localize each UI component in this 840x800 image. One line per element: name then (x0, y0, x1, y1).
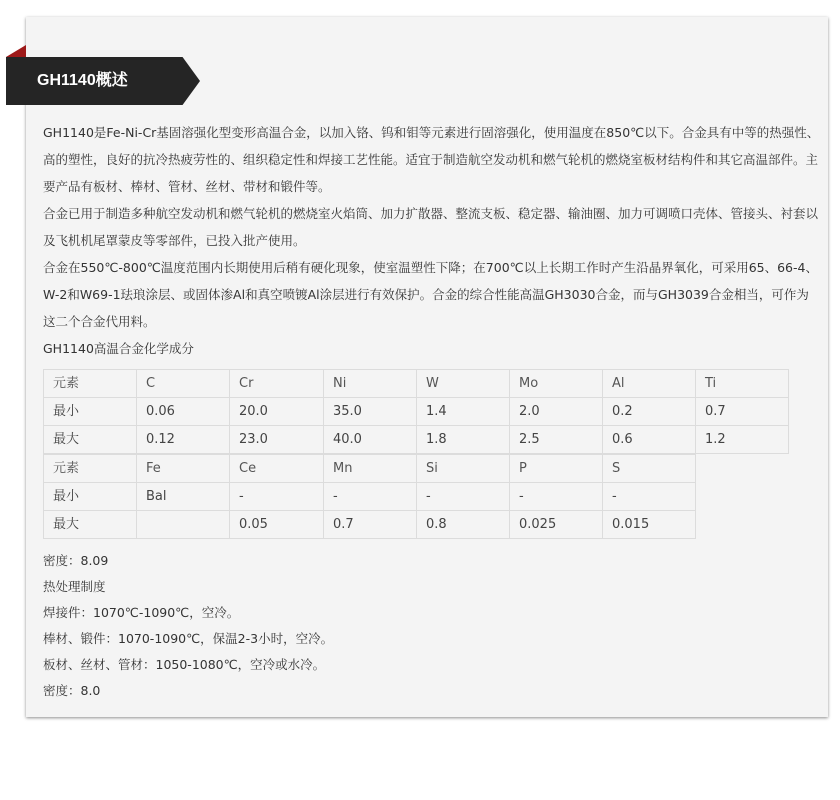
content-body (43, 119, 821, 704)
table-cell: Bal (137, 483, 230, 511)
table-cell: 元素 (44, 370, 137, 398)
composition-heading: GH1140高温合金化学成分 (43, 341, 194, 356)
table-cell: Ti (696, 370, 789, 398)
table-cell: 0.025 (510, 511, 603, 539)
table-cell: 最大 (44, 511, 137, 539)
heat-treatment-bars: 棒材、锻件：1070-1090℃，保温2-3小时，空冷。 (43, 631, 334, 646)
table-cell: 0.7 (324, 511, 417, 539)
table-cell: - (230, 483, 324, 511)
table-cell: P (510, 455, 603, 483)
table-cell: C (137, 370, 230, 398)
table-cell: 1.8 (417, 426, 510, 454)
table-cell: 最小 (44, 483, 137, 511)
table-cell: 35.0 (324, 398, 417, 426)
table-cell: 2.5 (510, 426, 603, 454)
table-row (44, 370, 789, 398)
table-cell: Al (603, 370, 696, 398)
heat-treatment-welds: 焊接件：1070℃-1090℃，空冷。 (43, 605, 240, 620)
heat-treatment-heading: 热处理制度 (43, 579, 106, 594)
table-cell: Mn (324, 455, 417, 483)
table-cell: 0.6 (603, 426, 696, 454)
properties-section (43, 548, 821, 704)
table-cell: 0.2 (603, 398, 696, 426)
heat-treatment-sheets: 板材、丝材、管材：1050-1080℃，空冷或水冷。 (43, 657, 326, 672)
table-row (44, 455, 696, 483)
ribbon-fold (6, 45, 26, 57)
table-cell: 0.8 (417, 511, 510, 539)
table-cell: 最小 (44, 398, 137, 426)
table-cell: W (417, 370, 510, 398)
table-cell: 0.05 (230, 511, 324, 539)
table-cell: Mo (510, 370, 603, 398)
table-cell: - (510, 483, 603, 511)
table-cell: 0.06 (137, 398, 230, 426)
table-cell: 23.0 (230, 426, 324, 454)
density-line-2: 密度：8.0 (43, 683, 101, 698)
table-row (44, 398, 789, 426)
table-cell: 0.015 (603, 511, 696, 539)
table-cell: 20.0 (230, 398, 324, 426)
table-cell: Ni (324, 370, 417, 398)
table-cell: 元素 (44, 455, 137, 483)
table-cell: - (603, 483, 696, 511)
table-cell: 0.7 (696, 398, 789, 426)
table-cell: S (603, 455, 696, 483)
table-cell (137, 511, 230, 539)
table-cell: Cr (230, 370, 324, 398)
table-cell: 40.0 (324, 426, 417, 454)
table-row (44, 511, 696, 539)
table-cell: 2.0 (510, 398, 603, 426)
table-cell: Fe (137, 455, 230, 483)
table-row (44, 483, 696, 511)
density-line: 密度：8.09 (43, 553, 109, 568)
table-cell: 1.4 (417, 398, 510, 426)
section-title: GH1140概述 (37, 72, 128, 89)
table-row (44, 426, 789, 454)
intro-paragraph: GH1140是Fe-Ni-Cr基固溶强化型变形高温合金，以加入铬、钨和钼等元素进行固溶强化，使用温度在850℃以下。合金具有中等的热强性、高的塑性，良好的抗冷热疲劳性的、组织稳定性和焊接工艺性能。适宜于制造航空发动机和燃气轮机的燃烧室板材结构件和其它高温部件。主要产品有板材、棒材、管材、丝材、带材和锻件等。 (43, 125, 820, 194)
table-cell: - (324, 483, 417, 511)
composition-table-2 (43, 454, 696, 539)
table-cell: Si (417, 455, 510, 483)
performance-paragraph: 合金在550℃-800℃温度范围内长期使用后稍有硬化现象，使室温塑性下降；在700℃以上长期工作时产生沿晶界氧化，可采用65、66-4、W-2和W69-1珐琅涂层、或固体渗Al和真空喷镀Al涂层进行有效保护。合金的综合性能高温GH3030合金，而与GH3039合金相当，可作为这二个合金代用料。 (43, 260, 818, 329)
usage-paragraph: 合金已用于制造多种航空发动机和燃气轮机的燃烧室火焰筒、加力扩散器、整流支板、稳定器、输油圈、加力可调喷口壳体、管接头、衬套以及飞机机尾罩蒙皮等零部件，已投入批产使用。 (43, 206, 819, 248)
table-cell: - (417, 483, 510, 511)
composition-table-1 (43, 369, 789, 454)
table-cell: 1.2 (696, 426, 789, 454)
table-cell: Ce (230, 455, 324, 483)
table-cell: 最大 (44, 426, 137, 454)
table-cell: 0.12 (137, 426, 230, 454)
